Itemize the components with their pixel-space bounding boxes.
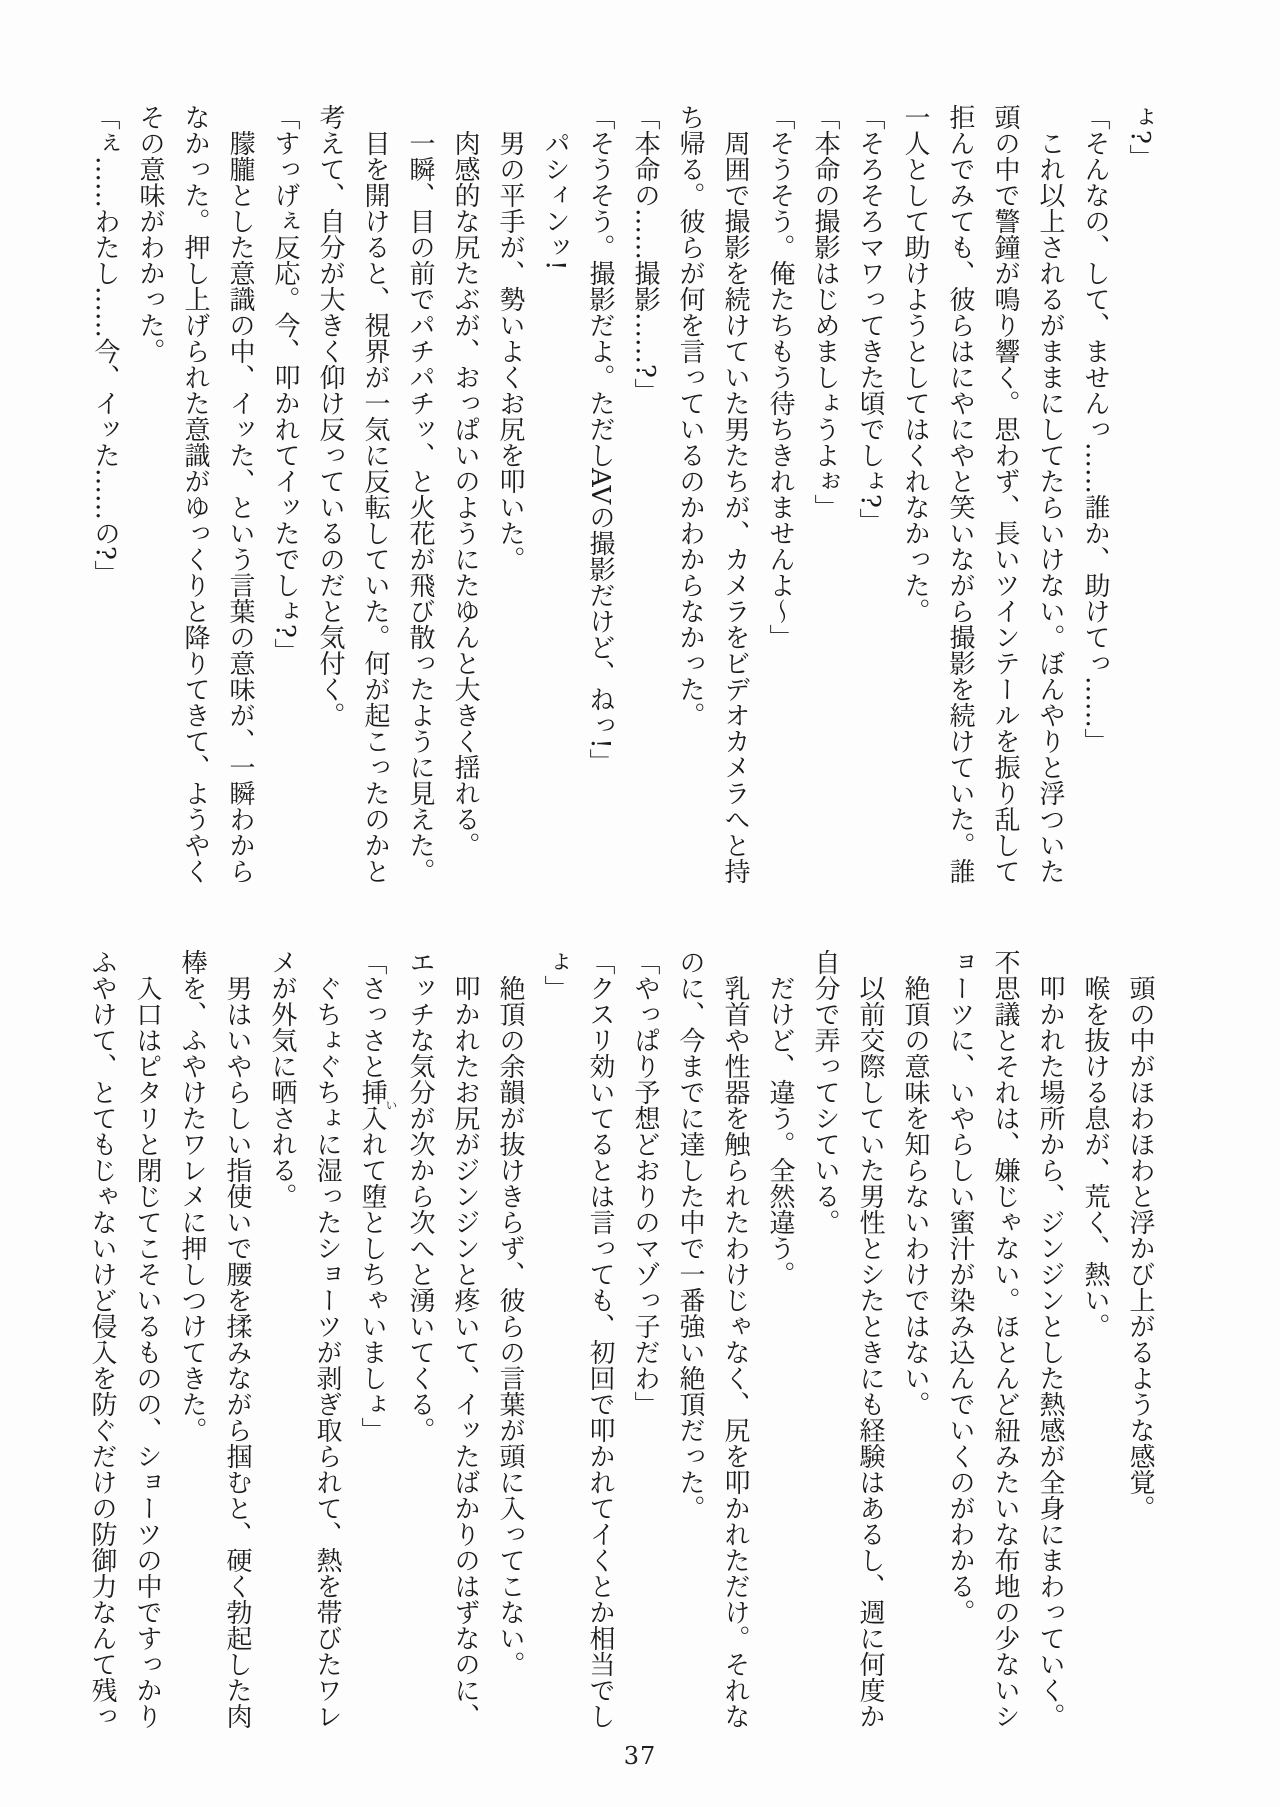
text-line: 喉を抜ける息が、荒く、熱い。 <box>1080 949 1110 1339</box>
text-line: 自分で弄ってシている。 <box>810 949 840 1235</box>
text-line: 目を開けると、視界が一気に反転していた。何が起こったのかと <box>360 104 390 884</box>
text-line: ふやけて、とてもじゃないけど侵入を防ぐだけの防御力なんて残っ <box>87 949 117 1729</box>
upper-text-band <box>82 104 1162 904</box>
text-line: 「さっさと挿入いれて堕としちゃいましょ」 <box>357 949 398 1443</box>
text-line: ょ」 <box>540 949 570 1001</box>
text-line: 「本命の……撮影……?」 <box>630 104 660 404</box>
text-line: 絶頂の余韻が抜けきらず、彼らの言葉が頭に入ってこない。 <box>495 949 525 1677</box>
text-line: パシィンッ! <box>540 104 570 271</box>
text-line: 肉感的な尻たぶが、おっぱいのようにたゆんと大きく揺れる。 <box>450 104 480 858</box>
text-line: 「そろそろマワってきた頃でしょ?」 <box>855 104 885 534</box>
text-line: これ以上されるがままにしてたらいけない。ぼんやりと浮ついた <box>1035 104 1065 884</box>
text-line: 「本命の撮影はじめましょうよぉ」 <box>810 104 840 520</box>
text-line: 棒を、ふやけたワレメに押しつけてきた。 <box>177 949 207 1443</box>
text-line: 絶頂の意味を知らないわけではない。 <box>900 949 930 1417</box>
text-line: メが外気に晒される。 <box>267 949 297 1209</box>
text-line: 乳首や性器を触られたわけじゃなく、尻を叩かれただけ。それな <box>720 949 750 1729</box>
text-line: 男の平手が、勢いよくお尻を叩いた。 <box>495 104 525 572</box>
text-line: ョーツに、いやらしい蜜汁が染み込んでいくのがわかる。 <box>945 949 975 1625</box>
page-number: 37 <box>623 1742 657 1770</box>
text-line: 「そうそう。俺たちもう待ちきれませんよ〜」 <box>765 104 795 650</box>
text-line: 叩かれた場所から、ジンジンとした熱感が全身にまわっていく。 <box>1035 949 1065 1729</box>
text-line: 「やっぱり予想どおりのマゾっ子だわ」 <box>630 949 660 1417</box>
text-line: 「ぇ……わたし……今、イッた……の?」 <box>90 104 120 586</box>
text-line: 「すっげぇ反応。今、叩かれてイッたでしょ?」 <box>270 104 300 664</box>
text-line: 「クスリ効いてるとは言っても、初回で叩かれてイくとか相当でし <box>585 949 615 1729</box>
text-line: 頭の中で警鐘が鳴り響く。思わず、長いツインテールを振り乱して <box>990 104 1020 884</box>
lower-text-band <box>82 949 1162 1749</box>
text-line: 考えて、自分が大きく仰け反っているのだと気付く。 <box>315 104 345 728</box>
text-line: 一人として助けようとしてはくれなかった。 <box>900 104 930 624</box>
text-line: 「そうそう。撮影だよ。ただしAVの撮影だけど、ねっ!」 <box>585 104 615 775</box>
text-line: なかった。押し上げられた意識がゆっくりと降りてきて、ようやく <box>180 104 210 884</box>
text-line: 周囲で撮影を続けていた男たちが、カメラをビデオカメラへと持 <box>720 104 750 884</box>
text-line: 男はいやらしい指使いで腰を揉みながら掴むと、硬く勃起した肉 <box>222 949 252 1729</box>
text-line: 「そんなの、して、ませんっ……誰か、助けてっ……」 <box>1080 104 1110 754</box>
text-line: 叩かれたお尻がジンジンと疼いて、イッたばかりのはずなのに、 <box>450 949 480 1729</box>
furigana-annotated-word: 挿入い <box>357 1079 398 1131</box>
text-line: エッチな気分が次から次へと湧いてくる。 <box>405 949 435 1443</box>
text-line: その意味がわかった。 <box>135 104 165 364</box>
text-line: 頭の中がほわほわと浮かび上がるような感覚。 <box>1125 949 1155 1521</box>
text-line: だけど、違う。全然違う。 <box>765 949 795 1287</box>
text-line: のに、今までに達した中で一番強い絶頂だった。 <box>675 949 705 1521</box>
text-line: 朦朧とした意識の中、イッた、という言葉の意味が、一瞬わから <box>225 104 255 884</box>
text-line: 不思議とそれは、嫌じゃない。ほとんど紐みたいな布地の少ないシ <box>990 949 1020 1729</box>
text-line: 入口はピタリと閉じてこそいるものの、ショーツの中ですっかり <box>132 949 162 1729</box>
text-line: ょ?」 <box>1125 104 1155 170</box>
text-line: 一瞬、目の前でパチパチッ、と火花が飛び散ったように見えた。 <box>405 104 435 884</box>
text-line: ち帰る。彼らが何を言っているのかわからなかった。 <box>675 104 705 728</box>
text-line: ぐちょぐちょに湿ったショーツが剥ぎ取られて、熱を帯びたワレ <box>312 949 342 1729</box>
text-line: 以前交際していた男性とシたときにも経験はあるし、週に何度か <box>855 949 885 1729</box>
text-line: 拒んでみても、彼らはにやにやと笑いながら撮影を続けていた。誰 <box>945 104 975 884</box>
